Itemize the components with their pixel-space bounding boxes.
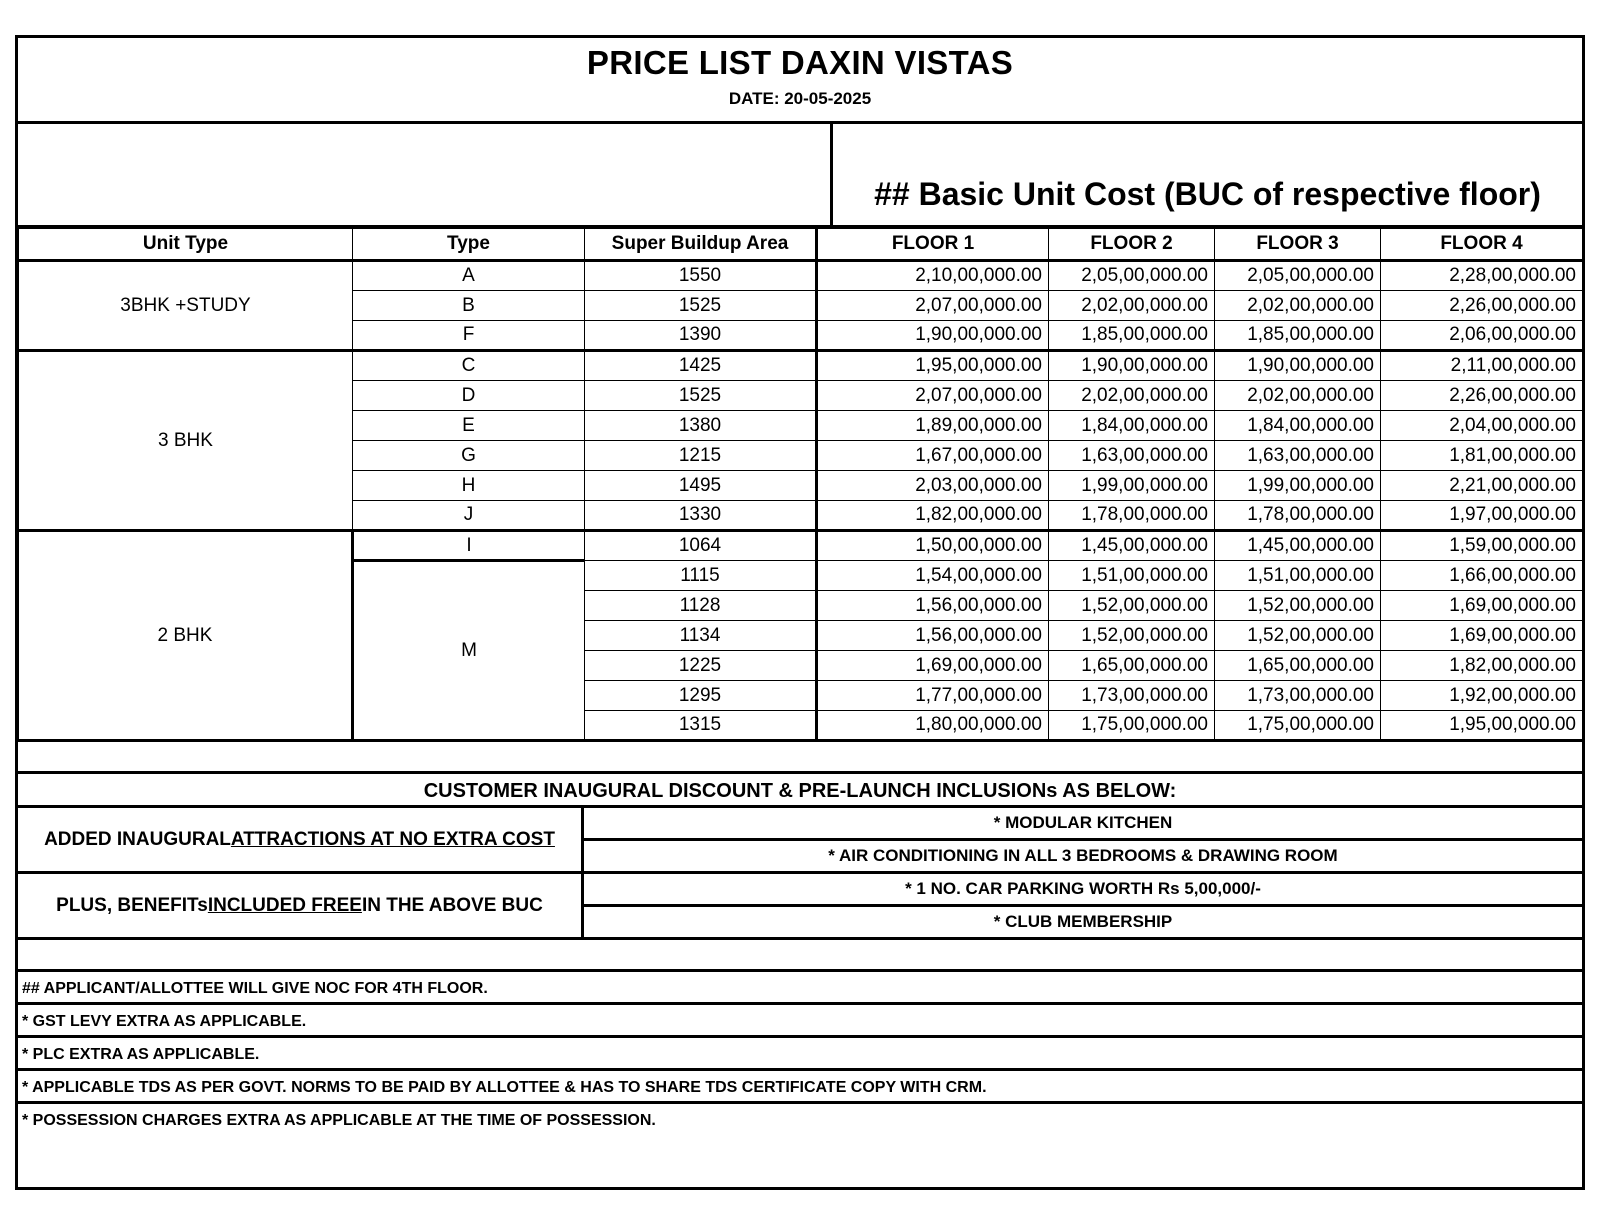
floor3-price: 1,73,00,000.00 bbox=[1215, 681, 1381, 711]
header-type: Type bbox=[353, 229, 585, 261]
floor2-price: 1,63,00,000.00 bbox=[1049, 441, 1215, 471]
floor2-price: 1,51,00,000.00 bbox=[1049, 561, 1215, 591]
benefits-list bbox=[584, 874, 1582, 937]
floor1-price: 1,89,00,000.00 bbox=[817, 411, 1049, 441]
floor1-price: 1,82,00,000.00 bbox=[817, 501, 1049, 531]
floor4-price: 1,69,00,000.00 bbox=[1381, 621, 1583, 651]
price-table bbox=[18, 228, 1583, 742]
floor3-price: 1,63,00,000.00 bbox=[1215, 441, 1381, 471]
table-header-row bbox=[19, 229, 1583, 261]
floor4-price: 2,28,00,000.00 bbox=[1381, 261, 1583, 291]
floor4-price: 2,26,00,000.00 bbox=[1381, 291, 1583, 321]
floor3-price: 1,45,00,000.00 bbox=[1215, 531, 1381, 561]
floor1-price: 1,56,00,000.00 bbox=[817, 621, 1049, 651]
floor3-price: 1,65,00,000.00 bbox=[1215, 651, 1381, 681]
floor3-price: 1,99,00,000.00 bbox=[1215, 471, 1381, 501]
area-cell: 1550 bbox=[585, 261, 817, 291]
attractions-label bbox=[18, 808, 584, 871]
header-floor3: FLOOR 3 bbox=[1215, 229, 1381, 261]
floor1-price: 2,07,00,000.00 bbox=[817, 291, 1049, 321]
type-cell: C bbox=[353, 351, 585, 381]
floor4-price: 1,82,00,000.00 bbox=[1381, 651, 1583, 681]
floor3-price: 1,90,00,000.00 bbox=[1215, 351, 1381, 381]
price-list-sheet bbox=[15, 35, 1585, 1190]
spacer-row bbox=[18, 742, 1582, 774]
unit-type-cell: 2 BHK bbox=[19, 531, 353, 741]
floor3-price: 1,52,00,000.00 bbox=[1215, 621, 1381, 651]
notes-list bbox=[18, 972, 1582, 1137]
type-cell: E bbox=[353, 411, 585, 441]
benefits-label-text: PLUS, BENEFITs bbox=[56, 894, 208, 916]
area-cell: 1330 bbox=[585, 501, 817, 531]
page-title: PRICE LIST DAXIN VISTAS bbox=[586, 44, 1014, 81]
floor2-price: 1,85,00,000.00 bbox=[1049, 321, 1215, 351]
floor1-price: 1,80,00,000.00 bbox=[817, 711, 1049, 741]
attractions-row bbox=[18, 808, 1582, 874]
attractions-label-underlined: ATTRACTIONS AT NO EXTRA COST bbox=[230, 828, 555, 850]
floor1-price: 1,90,00,000.00 bbox=[817, 321, 1049, 351]
benefits-label-tail: IN THE ABOVE BUC bbox=[361, 894, 543, 916]
table-row bbox=[19, 351, 1583, 381]
note-item: * POSSESSION CHARGES EXTRA AS APPLICABLE AT THE TIME OF POSSESSION. bbox=[22, 1112, 656, 1129]
type-cell: J bbox=[353, 501, 585, 531]
area-cell: 1390 bbox=[585, 321, 817, 351]
note-item: * APPLICABLE TDS AS PER GOVT. NORMS TO BE PAID BY ALLOTTEE & HAS TO SHARE TDS CERTIFICATE COPY WITH CRM. bbox=[18, 1071, 1582, 1104]
area-cell: 1134 bbox=[585, 621, 817, 651]
benefits-label-underlined: INCLUDED FREE bbox=[207, 894, 362, 916]
floor1-price: 1,95,00,000.00 bbox=[817, 351, 1049, 381]
floor2-price: 1,75,00,000.00 bbox=[1049, 711, 1215, 741]
type-cell: M bbox=[353, 561, 585, 741]
spacer-row bbox=[18, 940, 1582, 972]
floor3-price: 1,78,00,000.00 bbox=[1215, 501, 1381, 531]
floor2-price: 1,52,00,000.00 bbox=[1049, 621, 1215, 651]
area-cell: 1225 bbox=[585, 651, 817, 681]
benefits-label bbox=[18, 874, 584, 937]
floor3-price: 2,02,00,000.00 bbox=[1215, 291, 1381, 321]
floor1-price: 1,69,00,000.00 bbox=[817, 651, 1049, 681]
unit-type-cell: 3BHK +STUDY bbox=[19, 261, 353, 351]
floor2-price: 1,84,00,000.00 bbox=[1049, 411, 1215, 441]
type-cell: F bbox=[353, 321, 585, 351]
date-label: DATE: 20-05-2025 bbox=[728, 89, 872, 108]
floor3-price: 1,52,00,000.00 bbox=[1215, 591, 1381, 621]
floor4-price: 1,59,00,000.00 bbox=[1381, 531, 1583, 561]
floor1-price: 2,10,00,000.00 bbox=[817, 261, 1049, 291]
floor3-price: 1,75,00,000.00 bbox=[1215, 711, 1381, 741]
floor1-price: 1,77,00,000.00 bbox=[817, 681, 1049, 711]
floor4-price: 2,26,00,000.00 bbox=[1381, 381, 1583, 411]
type-cell: D bbox=[353, 381, 585, 411]
floor2-price: 1,78,00,000.00 bbox=[1049, 501, 1215, 531]
buc-heading-row bbox=[18, 124, 1582, 228]
floor3-price: 2,02,00,000.00 bbox=[1215, 381, 1381, 411]
type-cell: I bbox=[353, 531, 585, 561]
floor4-price: 1,66,00,000.00 bbox=[1381, 561, 1583, 591]
area-cell: 1425 bbox=[585, 351, 817, 381]
area-cell: 1495 bbox=[585, 471, 817, 501]
floor4-price: 2,11,00,000.00 bbox=[1381, 351, 1583, 381]
header-area: Super Buildup Area bbox=[585, 229, 817, 261]
area-cell: 1215 bbox=[585, 441, 817, 471]
type-cell: G bbox=[353, 441, 585, 471]
floor4-price: 1,81,00,000.00 bbox=[1381, 441, 1583, 471]
floor2-price: 2,05,00,000.00 bbox=[1049, 261, 1215, 291]
type-cell: A bbox=[353, 261, 585, 291]
floor1-price: 1,50,00,000.00 bbox=[817, 531, 1049, 561]
floor2-price: 2,02,00,000.00 bbox=[1049, 381, 1215, 411]
attraction-item: * MODULAR KITCHEN bbox=[993, 813, 1173, 832]
area-cell: 1315 bbox=[585, 711, 817, 741]
buc-blank-cell bbox=[18, 124, 833, 225]
header-floor2: FLOOR 2 bbox=[1049, 229, 1215, 261]
floor1-price: 2,03,00,000.00 bbox=[817, 471, 1049, 501]
floor3-price: 1,51,00,000.00 bbox=[1215, 561, 1381, 591]
type-cell: B bbox=[353, 291, 585, 321]
floor2-price: 1,45,00,000.00 bbox=[1049, 531, 1215, 561]
attractions-label-text: ADDED INAUGURAL bbox=[44, 828, 231, 850]
benefit-item: * CLUB MEMBERSHIP bbox=[584, 904, 1582, 937]
floor2-price: 1,65,00,000.00 bbox=[1049, 651, 1215, 681]
floor2-price: 1,73,00,000.00 bbox=[1049, 681, 1215, 711]
type-cell: H bbox=[353, 471, 585, 501]
floor3-price: 1,84,00,000.00 bbox=[1215, 411, 1381, 441]
note-item: * PLC EXTRA AS APPLICABLE. bbox=[18, 1038, 1582, 1071]
area-cell: 1525 bbox=[585, 291, 817, 321]
floor3-price: 2,05,00,000.00 bbox=[1215, 261, 1381, 291]
discount-heading: CUSTOMER INAUGURAL DISCOUNT & PRE-LAUNCH INCLUSIONs AS BELOW: bbox=[18, 774, 1582, 808]
floor4-price: 2,21,00,000.00 bbox=[1381, 471, 1583, 501]
benefit-item: * 1 NO. CAR PARKING WORTH Rs 5,00,000/- bbox=[905, 879, 1261, 898]
floor2-price: 2,02,00,000.00 bbox=[1049, 291, 1215, 321]
area-cell: 1525 bbox=[585, 381, 817, 411]
floor4-price: 2,04,00,000.00 bbox=[1381, 411, 1583, 441]
floor2-price: 1,99,00,000.00 bbox=[1049, 471, 1215, 501]
unit-type-cell: 3 BHK bbox=[19, 351, 353, 531]
benefits-row bbox=[18, 874, 1582, 940]
floor1-price: 2,07,00,000.00 bbox=[817, 381, 1049, 411]
header-floor1: FLOOR 1 bbox=[817, 229, 1049, 261]
area-cell: 1295 bbox=[585, 681, 817, 711]
header-floor4: FLOOR 4 bbox=[1381, 229, 1583, 261]
price-table-body bbox=[19, 261, 1583, 741]
floor1-price: 1,67,00,000.00 bbox=[817, 441, 1049, 471]
floor2-price: 1,52,00,000.00 bbox=[1049, 591, 1215, 621]
table-row bbox=[19, 531, 1583, 561]
floor4-price: 2,06,00,000.00 bbox=[1381, 321, 1583, 351]
floor4-price: 1,97,00,000.00 bbox=[1381, 501, 1583, 531]
note-item: * GST LEVY EXTRA AS APPLICABLE. bbox=[18, 1005, 1582, 1038]
note-item: ## APPLICANT/ALLOTTEE WILL GIVE NOC FOR 4TH FLOOR. bbox=[18, 972, 1582, 1005]
attraction-item: * AIR CONDITIONING IN ALL 3 BEDROOMS & DRAWING ROOM bbox=[584, 838, 1582, 871]
attractions-list bbox=[584, 808, 1582, 871]
header-unit-type: Unit Type bbox=[19, 229, 353, 261]
floor4-price: 1,95,00,000.00 bbox=[1381, 711, 1583, 741]
floor4-price: 1,69,00,000.00 bbox=[1381, 591, 1583, 621]
floor1-price: 1,56,00,000.00 bbox=[817, 591, 1049, 621]
title-block bbox=[18, 38, 1582, 124]
area-cell: 1128 bbox=[585, 591, 817, 621]
area-cell: 1064 bbox=[585, 531, 817, 561]
buc-heading: ## Basic Unit Cost (BUC of respective floor) bbox=[874, 176, 1541, 212]
table-row bbox=[19, 261, 1583, 291]
floor3-price: 1,85,00,000.00 bbox=[1215, 321, 1381, 351]
area-cell: 1115 bbox=[585, 561, 817, 591]
area-cell: 1380 bbox=[585, 411, 817, 441]
floor2-price: 1,90,00,000.00 bbox=[1049, 351, 1215, 381]
floor1-price: 1,54,00,000.00 bbox=[817, 561, 1049, 591]
floor4-price: 1,92,00,000.00 bbox=[1381, 681, 1583, 711]
